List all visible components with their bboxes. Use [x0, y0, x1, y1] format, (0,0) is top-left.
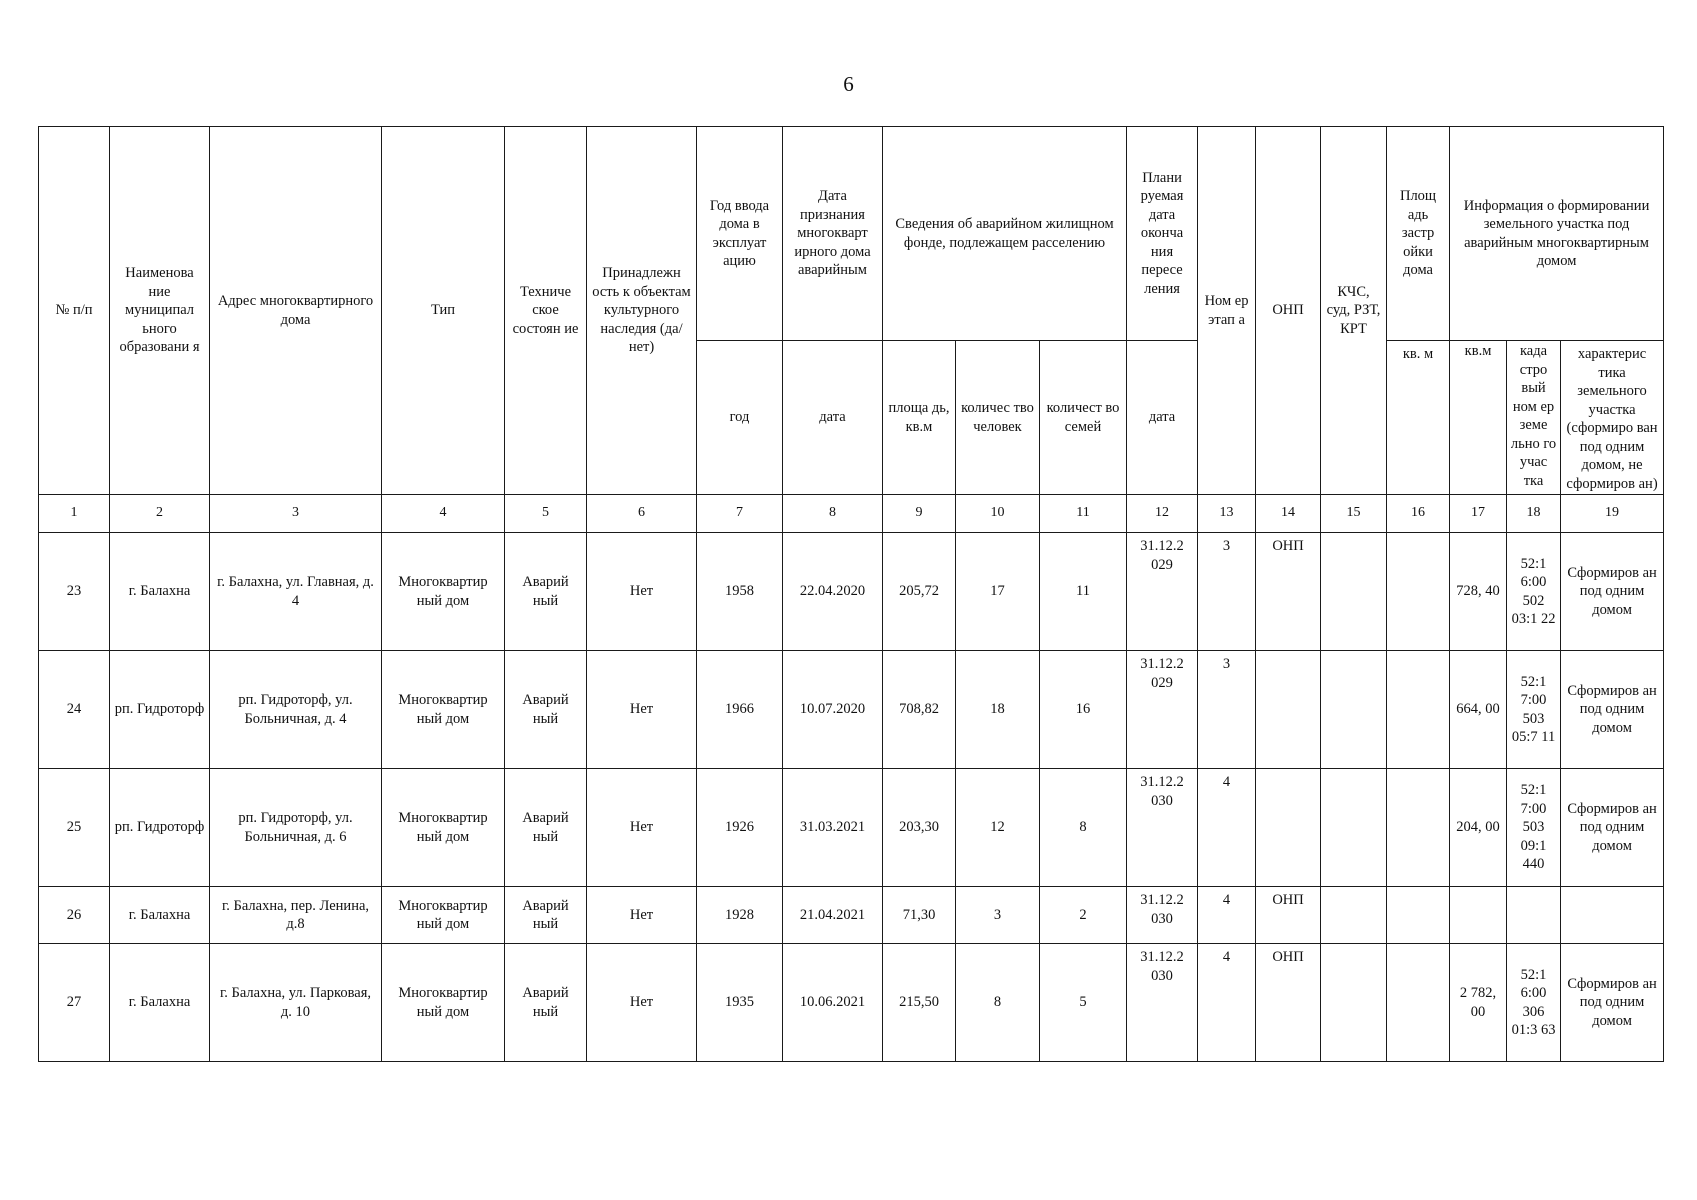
table-row: [39, 887, 1664, 944]
column-number: 19: [1561, 495, 1664, 533]
cell-onp: ОНП: [1256, 533, 1321, 651]
cell-land-status: Сформиров ан под одним домом: [1561, 651, 1664, 769]
cell-land-area: 664, 00: [1450, 651, 1507, 769]
header-date-recognized: Дата признания многокварт ирного дома аварийным: [783, 127, 883, 341]
subheader-date: дата: [783, 341, 883, 495]
cell-heritage: Нет: [587, 887, 697, 944]
cell-people: 3: [956, 887, 1040, 944]
cell-people: 17: [956, 533, 1040, 651]
cell-row-number: 27: [39, 944, 110, 1062]
cell-address: г. Балахна, ул. Парковая, д. 10: [210, 944, 382, 1062]
cell-families: 16: [1040, 651, 1127, 769]
cell-onp: [1256, 651, 1321, 769]
cell-date-recognized: 10.07.2020: [783, 651, 883, 769]
cell-date-recognized: 10.06.2021: [783, 944, 883, 1062]
cell-resettlement-date: 31.12.2 030: [1127, 769, 1198, 887]
cell-resettlement-date: 31.12.2 030: [1127, 944, 1198, 1062]
cell-row-number: 26: [39, 887, 110, 944]
subheader-family-count: количест во семей: [1040, 341, 1127, 495]
column-number: 9: [883, 495, 956, 533]
column-number: 16: [1387, 495, 1450, 533]
cell-cadastral-number: 52:1 6:00 502 03:1 22: [1507, 533, 1561, 651]
cell-year: 1926: [697, 769, 783, 887]
cell-building-area: [1387, 944, 1450, 1062]
header-onp: ОНП: [1256, 127, 1321, 495]
subheader-area: площа дь, кв.м: [883, 341, 956, 495]
cell-land-status: Сформиров ан под одним домом: [1561, 533, 1664, 651]
column-number: 2: [110, 495, 210, 533]
cell-stage: 3: [1198, 533, 1256, 651]
cell-area: 203,30: [883, 769, 956, 887]
header-row-number: № п/п: [39, 127, 110, 495]
column-number: 17: [1450, 495, 1507, 533]
header-land-plot-info: [1450, 127, 1664, 341]
column-number: 14: [1256, 495, 1321, 533]
column-number: 1: [39, 495, 110, 533]
cell-condition: Аварий ный: [505, 533, 587, 651]
cell-land-status: Сформиров ан под одним домом: [1561, 944, 1664, 1062]
cell-people: 8: [956, 944, 1040, 1062]
cell-row-number: 25: [39, 769, 110, 887]
cell-onp: ОНП: [1256, 887, 1321, 944]
cell-kchs: [1321, 887, 1387, 944]
cell-stage: 4: [1198, 769, 1256, 887]
header-land-status: характерис тика земельного участка (сформиро ван под одним домом, не сформиров ан): [1561, 341, 1664, 495]
header-cadastral-number: када стро вый ном ер земе льно го учас тка: [1507, 341, 1561, 495]
header-condition: Техниче ское состоян ие: [505, 127, 587, 495]
cell-municipality: г. Балахна: [110, 533, 210, 651]
cell-condition: Аварий ный: [505, 769, 587, 887]
column-number: 7: [697, 495, 783, 533]
cell-onp: [1256, 769, 1321, 887]
cell-heritage: Нет: [587, 944, 697, 1062]
cell-resettlement-date: 31.12.2 030: [1127, 887, 1198, 944]
cell-stage: 4: [1198, 887, 1256, 944]
cell-condition: Аварий ный: [505, 944, 587, 1062]
cell-type: Многоквартир ный дом: [382, 887, 505, 944]
header-type: Тип: [382, 127, 505, 495]
cell-cadastral-number: 52:1 7:00 503 05:7 11: [1507, 651, 1561, 769]
column-number: 4: [382, 495, 505, 533]
header-heritage: Принадлежн ость к объектам культурного наследия (да/нет): [587, 127, 697, 495]
cell-people: 12: [956, 769, 1040, 887]
cell-year: 1928: [697, 887, 783, 944]
table-row: [39, 651, 1664, 769]
subheader-building-area-unit: кв. м: [1387, 341, 1450, 495]
table-row: [39, 769, 1664, 887]
cell-date-recognized: 22.04.2020: [783, 533, 883, 651]
cell-cadastral-number: 52:1 6:00 306 01:3 63: [1507, 944, 1561, 1062]
header-address: Адрес многоквартирного дома: [210, 127, 382, 495]
cell-area: 205,72: [883, 533, 956, 651]
cell-heritage: Нет: [587, 651, 697, 769]
cell-type: Многоквартир ный дом: [382, 769, 505, 887]
cell-building-area: [1387, 651, 1450, 769]
column-number: 8: [783, 495, 883, 533]
cell-address: рп. Гидроторф, ул. Больничная, д. 4: [210, 651, 382, 769]
cell-municipality: г. Балахна: [110, 887, 210, 944]
cell-address: г. Балахна, ул. Главная, д. 4: [210, 533, 382, 651]
cell-land-area: [1450, 887, 1507, 944]
emergency-housing-table: [38, 126, 1664, 1062]
header-planned-resettlement-date: Плани руемая дата оконча ния пересе ления: [1127, 127, 1198, 341]
cell-building-area: [1387, 887, 1450, 944]
subheader-year: год: [697, 341, 783, 495]
column-number: 15: [1321, 495, 1387, 533]
cell-families: 11: [1040, 533, 1127, 651]
cell-condition: Аварий ный: [505, 887, 587, 944]
cell-onp: ОНП: [1256, 944, 1321, 1062]
cell-land-status: Сформиров ан под одним домом: [1561, 769, 1664, 887]
cell-cadastral-number: [1507, 887, 1561, 944]
cell-kchs: [1321, 651, 1387, 769]
cell-municipality: рп. Гидроторф: [110, 651, 210, 769]
cell-land-area: 2 782, 00: [1450, 944, 1507, 1062]
cell-families: 8: [1040, 769, 1127, 887]
column-number: 6: [587, 495, 697, 533]
cell-municipality: рп. Гидроторф: [110, 769, 210, 887]
header-kchs: КЧС, суд, РЗТ, КРТ: [1321, 127, 1387, 495]
subheader-land-area-unit: кв.м: [1450, 341, 1507, 495]
cell-people: 18: [956, 651, 1040, 769]
cell-type: Многоквартир ный дом: [382, 651, 505, 769]
cell-address: г. Балахна, пер. Ленина, д.8: [210, 887, 382, 944]
cell-type: Многоквартир ный дом: [382, 944, 505, 1062]
cell-area: 215,50: [883, 944, 956, 1062]
cell-address: рп. Гидроторф, ул. Больничная, д. 6: [210, 769, 382, 887]
cell-land-area: 728, 40: [1450, 533, 1507, 651]
cell-resettlement-date: 31.12.2 029: [1127, 533, 1198, 651]
table-row: [39, 944, 1664, 1062]
cell-building-area: [1387, 769, 1450, 887]
subheader-people-count: количес тво человек: [956, 341, 1040, 495]
cell-resettlement-date: 31.12.2 029: [1127, 651, 1198, 769]
cell-row-number: 23: [39, 533, 110, 651]
cell-date-recognized: 31.03.2021: [783, 769, 883, 887]
cell-kchs: [1321, 533, 1387, 651]
cell-land-status: [1561, 887, 1664, 944]
cell-kchs: [1321, 769, 1387, 887]
header-building-area: Площ адь застр ойки дома: [1387, 127, 1450, 341]
header-year-commissioned: Год ввода дома в эксплуат ацию: [697, 127, 783, 341]
cell-year: 1958: [697, 533, 783, 651]
cell-year: 1935: [697, 944, 783, 1062]
cell-heritage: Нет: [587, 533, 697, 651]
table-row: [39, 533, 1664, 651]
header-emergency-fund-info: Сведения об аварийном жилищном фонде, подлежащем расселению: [883, 127, 1127, 341]
cell-heritage: Нет: [587, 769, 697, 887]
table-header-row: [39, 127, 1664, 341]
cell-area: 708,82: [883, 651, 956, 769]
cell-land-area: 204, 00: [1450, 769, 1507, 887]
header-stage-number: Ном ер этап а: [1198, 127, 1256, 495]
cell-date-recognized: 21.04.2021: [783, 887, 883, 944]
cell-cadastral-number: 52:1 7:00 503 09:1 440: [1507, 769, 1561, 887]
cell-area: 71,30: [883, 887, 956, 944]
cell-condition: Аварий ный: [505, 651, 587, 769]
cell-kchs: [1321, 944, 1387, 1062]
header-municipality: Наименова ние муниципал ьного образовани я: [110, 127, 210, 495]
column-number: 13: [1198, 495, 1256, 533]
column-number: 10: [956, 495, 1040, 533]
cell-type: Многоквартир ный дом: [382, 533, 505, 651]
column-number: 12: [1127, 495, 1198, 533]
cell-stage: 3: [1198, 651, 1256, 769]
header-land-plot-info-text: Информация о формировании земельного участка под аварийным многоквартирным домом: [1463, 197, 1650, 269]
column-number: 3: [210, 495, 382, 533]
cell-year: 1966: [697, 651, 783, 769]
cell-families: 5: [1040, 944, 1127, 1062]
column-number: 11: [1040, 495, 1127, 533]
column-number-row: [39, 495, 1664, 533]
cell-municipality: г. Балахна: [110, 944, 210, 1062]
subheader-resettlement-date: дата: [1127, 341, 1198, 495]
column-number: 5: [505, 495, 587, 533]
cell-families: 2: [1040, 887, 1127, 944]
page-number: 6: [843, 72, 854, 96]
column-number: 18: [1507, 495, 1561, 533]
cell-building-area: [1387, 533, 1450, 651]
cell-row-number: 24: [39, 651, 110, 769]
cell-stage: 4: [1198, 944, 1256, 1062]
